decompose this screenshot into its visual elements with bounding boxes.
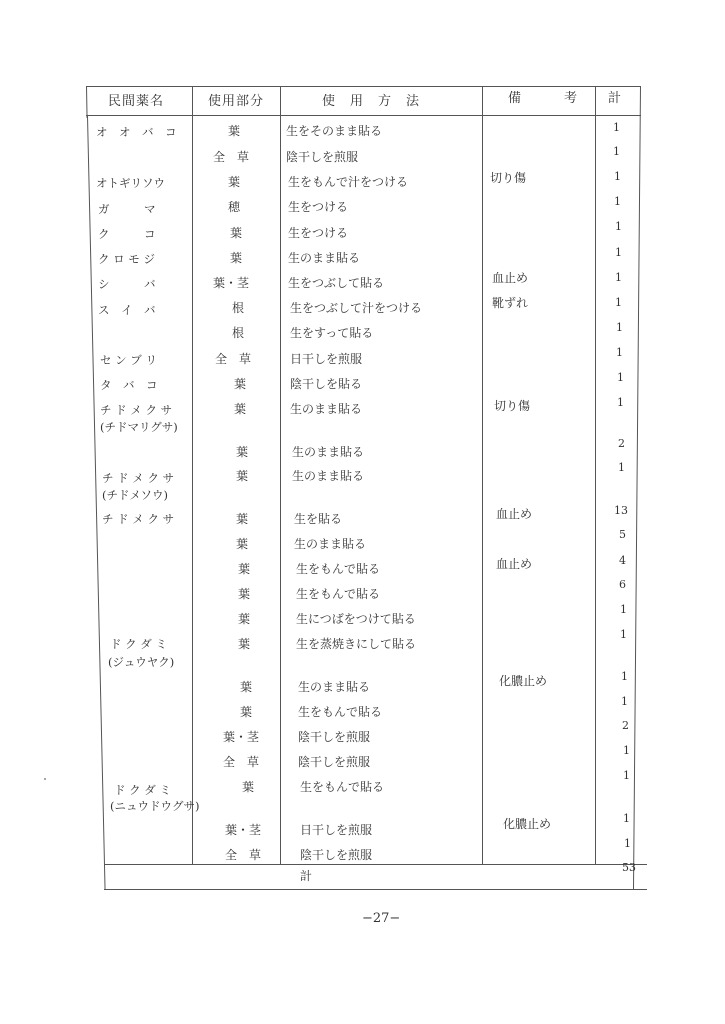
part-used: 葉・茎 xyxy=(213,276,250,290)
medicine-name: セ ン ブ リ xyxy=(100,353,157,367)
remark: 切り傷 xyxy=(494,399,531,413)
usage-method: 日干しを煎服 xyxy=(290,352,363,366)
remark: 化膿止め xyxy=(503,817,552,831)
count: 1 xyxy=(624,837,631,850)
part-used: 穂 xyxy=(228,200,241,214)
count: 1 xyxy=(615,271,622,284)
medicine-name: シ バ xyxy=(98,277,156,291)
medicine-name: ガ マ xyxy=(98,202,156,216)
medicine-alias: (チドマリグサ) xyxy=(100,420,178,434)
count: 1 xyxy=(613,145,620,158)
count: 1 xyxy=(623,744,630,757)
header-part-used: 使用部分 xyxy=(208,94,265,109)
count: 1 xyxy=(614,170,621,183)
header-count: 計 xyxy=(608,91,623,106)
count: 1 xyxy=(620,603,627,616)
part-used: 全 草 xyxy=(213,150,250,164)
usage-method: 生のまま貼る xyxy=(290,402,363,416)
table-left-border xyxy=(86,86,88,118)
count: 1 xyxy=(621,695,628,708)
usage-method: 生のまま貼る xyxy=(294,537,367,551)
medicine-name: ド ク ダ ミ xyxy=(110,637,167,651)
usage-method: 生につばをつけて貼る xyxy=(296,612,416,626)
total-label: 計 xyxy=(300,869,313,883)
usage-method: 生をそのまま貼る xyxy=(286,124,383,138)
usage-method: 生のまま貼る xyxy=(298,680,371,694)
count: 13 xyxy=(614,504,628,517)
part-used: 全 草 xyxy=(223,755,260,769)
usage-method: 陰干しを貼る xyxy=(290,377,363,391)
part-used: 葉 xyxy=(240,705,253,719)
count: 1 xyxy=(623,769,630,782)
count: 1 xyxy=(614,195,621,208)
part-used: 葉 xyxy=(240,680,253,694)
usage-method: 陰干しを煎服 xyxy=(298,730,371,744)
count: 1 xyxy=(618,461,625,474)
count: 1 xyxy=(613,121,620,134)
part-used: 葉 xyxy=(236,512,249,526)
part-used: 葉 xyxy=(236,469,249,483)
count: 1 xyxy=(615,220,622,233)
usage-method: 日干しを煎服 xyxy=(300,823,373,837)
remark: 血止め xyxy=(492,271,529,285)
part-used: 葉 xyxy=(228,175,241,189)
column-divider-part-method xyxy=(280,86,281,864)
medicine-alias: (ジュウヤク) xyxy=(108,655,175,669)
part-used: 葉 xyxy=(238,587,251,601)
total-top-border xyxy=(104,864,647,865)
count: 4 xyxy=(619,554,626,567)
usage-method: 生を貼る xyxy=(294,512,343,526)
remark: 靴ずれ xyxy=(492,296,529,310)
part-used: 葉 xyxy=(238,637,251,651)
count: 5 xyxy=(619,528,626,541)
header-notes: 備 考 xyxy=(508,91,579,106)
remark: 血止め xyxy=(496,557,533,571)
usage-method: 陰干しを煎服 xyxy=(286,150,359,164)
part-used: 葉・茎 xyxy=(225,823,262,837)
usage-method: 生をもんで貼る xyxy=(300,780,385,794)
medicine-name: チ ド メ ク サ xyxy=(100,403,173,417)
count: 1 xyxy=(615,246,622,259)
part-used: 葉 xyxy=(236,537,249,551)
medicine-name: ク ロ モ ジ xyxy=(98,252,155,266)
table-top-border xyxy=(86,86,641,87)
usage-method: 生をもんで貼る xyxy=(296,562,381,576)
medicine-name: オトギリソウ xyxy=(96,176,165,190)
usage-method: 陰干しを煎服 xyxy=(298,755,371,769)
remark: 化膿止め xyxy=(499,674,548,688)
part-used: 根 xyxy=(232,326,245,340)
medicine-name: ク コ xyxy=(98,227,156,241)
total-value: 53 xyxy=(622,861,636,874)
medicine-alias: (ニュウドウグサ) xyxy=(110,799,200,813)
medicine-name: タ バ コ xyxy=(100,378,158,392)
usage-method: 陰干しを煎服 xyxy=(300,848,373,862)
usage-method: 生をつける xyxy=(288,200,349,214)
table-bottom-border xyxy=(104,889,647,890)
count: 6 xyxy=(619,578,626,591)
usage-method: 生のまま貼る xyxy=(292,445,365,459)
part-used: 葉 xyxy=(234,377,247,391)
count: 1 xyxy=(623,812,630,825)
table-right-border xyxy=(633,86,641,890)
part-used: 葉 xyxy=(230,251,243,265)
count: 1 xyxy=(615,296,622,309)
count: 2 xyxy=(622,719,629,732)
count: 1 xyxy=(616,346,623,359)
count: 1 xyxy=(620,628,627,641)
part-used: 葉 xyxy=(238,612,251,626)
part-used: 全 草 xyxy=(215,352,252,366)
usage-method: 生をすって貼る xyxy=(290,326,374,340)
count: 2 xyxy=(618,437,625,450)
count: 1 xyxy=(617,396,624,409)
medicine-name: チ ド メ ク サ xyxy=(102,512,175,526)
part-used: 葉・茎 xyxy=(223,730,260,744)
count: 1 xyxy=(616,321,623,334)
usage-method: 生をもんで汁をつける xyxy=(288,175,409,189)
header-bottom-border xyxy=(86,115,641,116)
scan-speck xyxy=(44,778,46,780)
part-used: 根 xyxy=(232,301,245,315)
column-divider-method-note xyxy=(482,86,483,864)
header-method: 使 用 方 法 xyxy=(322,94,421,109)
column-divider-note-count xyxy=(595,86,596,864)
page-number: −27− xyxy=(362,911,401,926)
medicine-alias: (チドメソウ) xyxy=(102,488,169,502)
usage-method: 生をもんで貼る xyxy=(296,587,381,601)
usage-method: 生を蒸焼きにして貼る xyxy=(296,637,417,651)
part-used: 葉 xyxy=(230,226,243,240)
usage-method: 生のまま貼る xyxy=(288,251,361,265)
part-used: 葉 xyxy=(236,445,249,459)
part-used: 全 草 xyxy=(225,848,262,862)
usage-method: 生をつける xyxy=(288,226,349,240)
count: 1 xyxy=(621,670,628,683)
usage-method: 生をつぶして汁をつける xyxy=(290,301,423,315)
usage-method: 生をもんで貼る xyxy=(298,705,383,719)
medicine-name: オ オ バ コ xyxy=(96,125,177,139)
remark: 切り傷 xyxy=(490,171,527,185)
medicine-name: ド ク ダ ミ xyxy=(114,783,171,797)
usage-method: 生をつぶして貼る xyxy=(288,276,385,290)
header-medicine-name: 民間薬名 xyxy=(108,94,165,109)
usage-method: 生のまま貼る xyxy=(292,469,365,483)
part-used: 葉 xyxy=(234,402,247,416)
medicine-name: チ ド メ ク サ xyxy=(102,471,175,485)
medicine-name: ス イ バ xyxy=(98,303,156,317)
part-used: 葉 xyxy=(238,562,251,576)
column-divider-name-part xyxy=(192,86,193,864)
part-used: 葉 xyxy=(228,124,241,138)
count: 1 xyxy=(617,371,624,384)
remark: 血止め xyxy=(496,507,533,521)
part-used: 葉 xyxy=(242,780,255,794)
